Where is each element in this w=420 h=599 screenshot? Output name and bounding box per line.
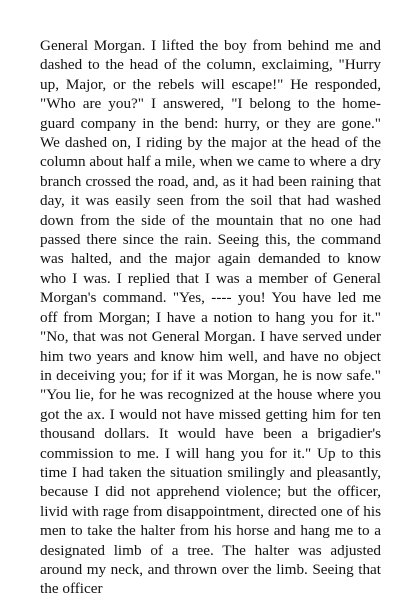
body-paragraph: General Morgan. I lifted the boy from behind me and dashed to the head of the column, exclaiming, "Hurry up, Major, or the rebels will escape!" He responded, "Who are you?" I answered, "I belong to the home-guard company in the bend: hurry, or they are gone." We dashed on, I riding by the major at the head of the column about half a mile, when we came to where a dry branch crossed the road, and, as it had been raining that day, it was easily seen from the soil that had washed down from the side of the mountain that no one had passed there since the rain. Seeing this, the command was halted, and the major again demanded to know who I was. I replied that I was a member of General Morgan's command. "Yes, ---- you! You have led me off from Morgan; I have a notion to hang you for it." "No, that was not General Morgan. I have served under him two years and know him well, and have no object in deceiving you; for if it was Morgan, he is now safe." "You lie, for he was recognized at the house where you got the ax. I would not have missed getting him for ten thousand dollars. It would have been a brigadier's commission to me. I will hang you for it." Up to this time I had taken the situation smilingly and pleasantly, because I did not apprehend violence; but the officer, livid with rage from disappointment, directed one of his men to take the halter from his horse and hang me to a designated limb of a tree. The halter was adjusted around my neck, and thrown over the limb. Seeing that the officer <box>40 37 381 598</box>
book-page <box>40 36 381 599</box>
